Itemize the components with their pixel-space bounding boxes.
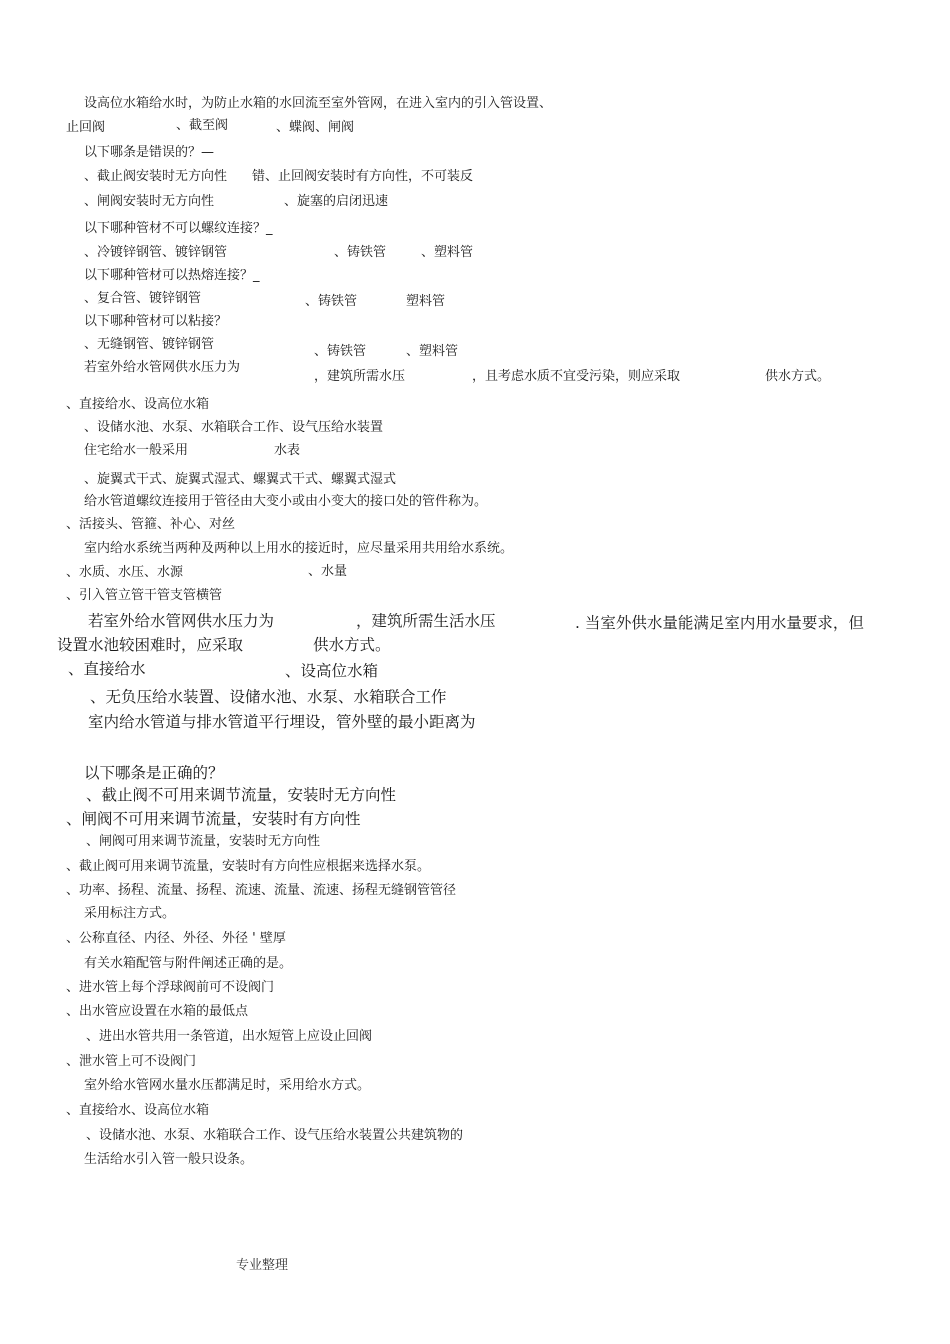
text-line: 、铸铁管 <box>334 245 387 260</box>
text-line: 、无缝钢管、镀锌钢管 <box>84 337 215 352</box>
text-line: 、无负压给水装置、设储水池、水泵、水箱联合工作 <box>90 688 447 706</box>
page-footer: 专业整理 <box>236 1258 289 1273</box>
text-line: 、铸铁管 <box>305 294 358 309</box>
text-line: 止回阀 <box>66 120 106 135</box>
text-line: . 当室外供水量能满足室内用水量要求，但 <box>575 614 864 632</box>
text-line: ，建筑所需水压 <box>314 369 406 384</box>
text-line: 、泄水管上可不设阀门 <box>66 1054 197 1069</box>
text-line: 、公称直径、内径、外径、外径 ' 壁厚 <box>66 931 286 946</box>
text-line: ，建筑所需生活水压 <box>356 612 496 630</box>
text-line: 以下哪条是正确的？ <box>84 764 224 782</box>
text-line: 、设高位水箱 <box>285 662 379 680</box>
text-line: 、设储水池、水泵、水箱联合工作、设气压给水装置 <box>84 420 384 435</box>
text-line: 、旋塞的启闭迅速 <box>284 194 389 209</box>
text-line: 以下哪条是错误的？— <box>84 145 215 160</box>
text-line: 若室外给水管网供水压力为 <box>84 360 241 375</box>
text-line: 、塑料管 <box>421 245 474 260</box>
text-line: 、旋翼式干式、旋翼式湿式、螺翼式干式、螺翼式湿式 <box>84 472 397 487</box>
text-line: 、进出水管共用一条管道，出水短管上应设止回阀 <box>86 1029 373 1044</box>
text-line: 室外给水管网水量水压都满足时，采用给水方式。 <box>84 1078 371 1093</box>
text-line: 、闸阀安装时无方向性 <box>84 194 215 209</box>
text-line: 采用标注方式。 <box>84 906 176 921</box>
text-line: 住宅给水一般采用 <box>84 443 189 458</box>
text-line: 、功率、扬程、流量、扬程、流速、流量、流速、扬程无缝钢管管径 <box>66 883 457 898</box>
text-line: 室内给水管道与排水管道平行埋设，管外壁的最小距离为 <box>88 713 476 731</box>
text-line: 、闸阀不可用来调节流量，安装时有方向性 <box>66 810 361 828</box>
text-line: 供水方式。 <box>765 369 831 384</box>
text-line: 、冷镀锌钢管、镀锌钢管 <box>84 245 228 260</box>
text-line: 、水量 <box>308 564 348 579</box>
text-line: 塑料管 <box>406 294 446 309</box>
text-line: 错、止回阀安装时有方向性，不可装反 <box>252 169 474 184</box>
text-line: 、直接给水、设高位水箱 <box>66 1103 210 1118</box>
text-line: 以下哪种管材可以热熔连接？_ <box>84 268 260 283</box>
text-line: 生活给水引入管一般只设条。 <box>84 1152 254 1167</box>
text-line: 、蝶阀、闸阀 <box>276 120 355 135</box>
text-line: ，且考虑水质不宜受污染，则应采取 <box>472 369 681 384</box>
text-line: 、截止阀可用来调节流量，安装时有方向性应根据来选择水泵。 <box>66 859 431 874</box>
text-line: 若室外给水管网供水压力为 <box>88 612 275 630</box>
text-line: 、铸铁管 <box>314 344 367 359</box>
text-line: 有关水箱配管与附件阐述正确的是。 <box>84 956 293 971</box>
text-line: 以下哪种管材可以粘接？ <box>84 314 228 329</box>
text-line: 、进水管上每个浮球阀前可不设阀门 <box>66 980 275 995</box>
text-line: 、出水管应设置在水箱的最低点 <box>66 1004 249 1019</box>
text-line: 、复合管、镀锌钢管 <box>84 291 202 306</box>
text-line: 、截止阀不可用来调节流量，安装时无方向性 <box>86 786 397 804</box>
text-line: 、直接给水、设高位水箱 <box>66 397 210 412</box>
text-line: 、活接头、管箍、补心、对丝 <box>66 517 236 532</box>
text-line: 设置水池较困难时，应采取 <box>57 636 244 654</box>
text-line: 、闸阀可用来调节流量，安装时无方向性 <box>86 834 321 849</box>
text-line: 设高位水箱给水时，为防止水箱的水回流至室外管网，在进入室内的引入管设置、 <box>84 96 553 111</box>
text-line: 、塑料管 <box>406 344 459 359</box>
text-line: 、截至阀 <box>176 118 229 133</box>
text-line: 水表 <box>274 443 301 458</box>
text-line: 以下哪种管材不可以螺纹连接？_ <box>84 221 273 236</box>
text-line: 、设储水池、水泵、水箱联合工作、设气压给水装置公共建筑物的 <box>86 1128 464 1143</box>
text-line: 、水质、水压、水源 <box>66 565 184 580</box>
text-line: 、直接给水 <box>68 660 146 678</box>
text-line: 、引入管立管干管支管横管 <box>66 588 223 603</box>
text-line: 给水管道螺纹连接用于管径由大变小或由小变大的接口处的管件称为。 <box>84 494 488 509</box>
text-line: 、截止阀安装时无方向性 <box>84 169 228 184</box>
text-line: 室内给水系统当两种及两种以上用水的接近时，应尽量采用共用给水系统。 <box>84 541 514 556</box>
text-line: 供水方式。 <box>313 636 391 654</box>
